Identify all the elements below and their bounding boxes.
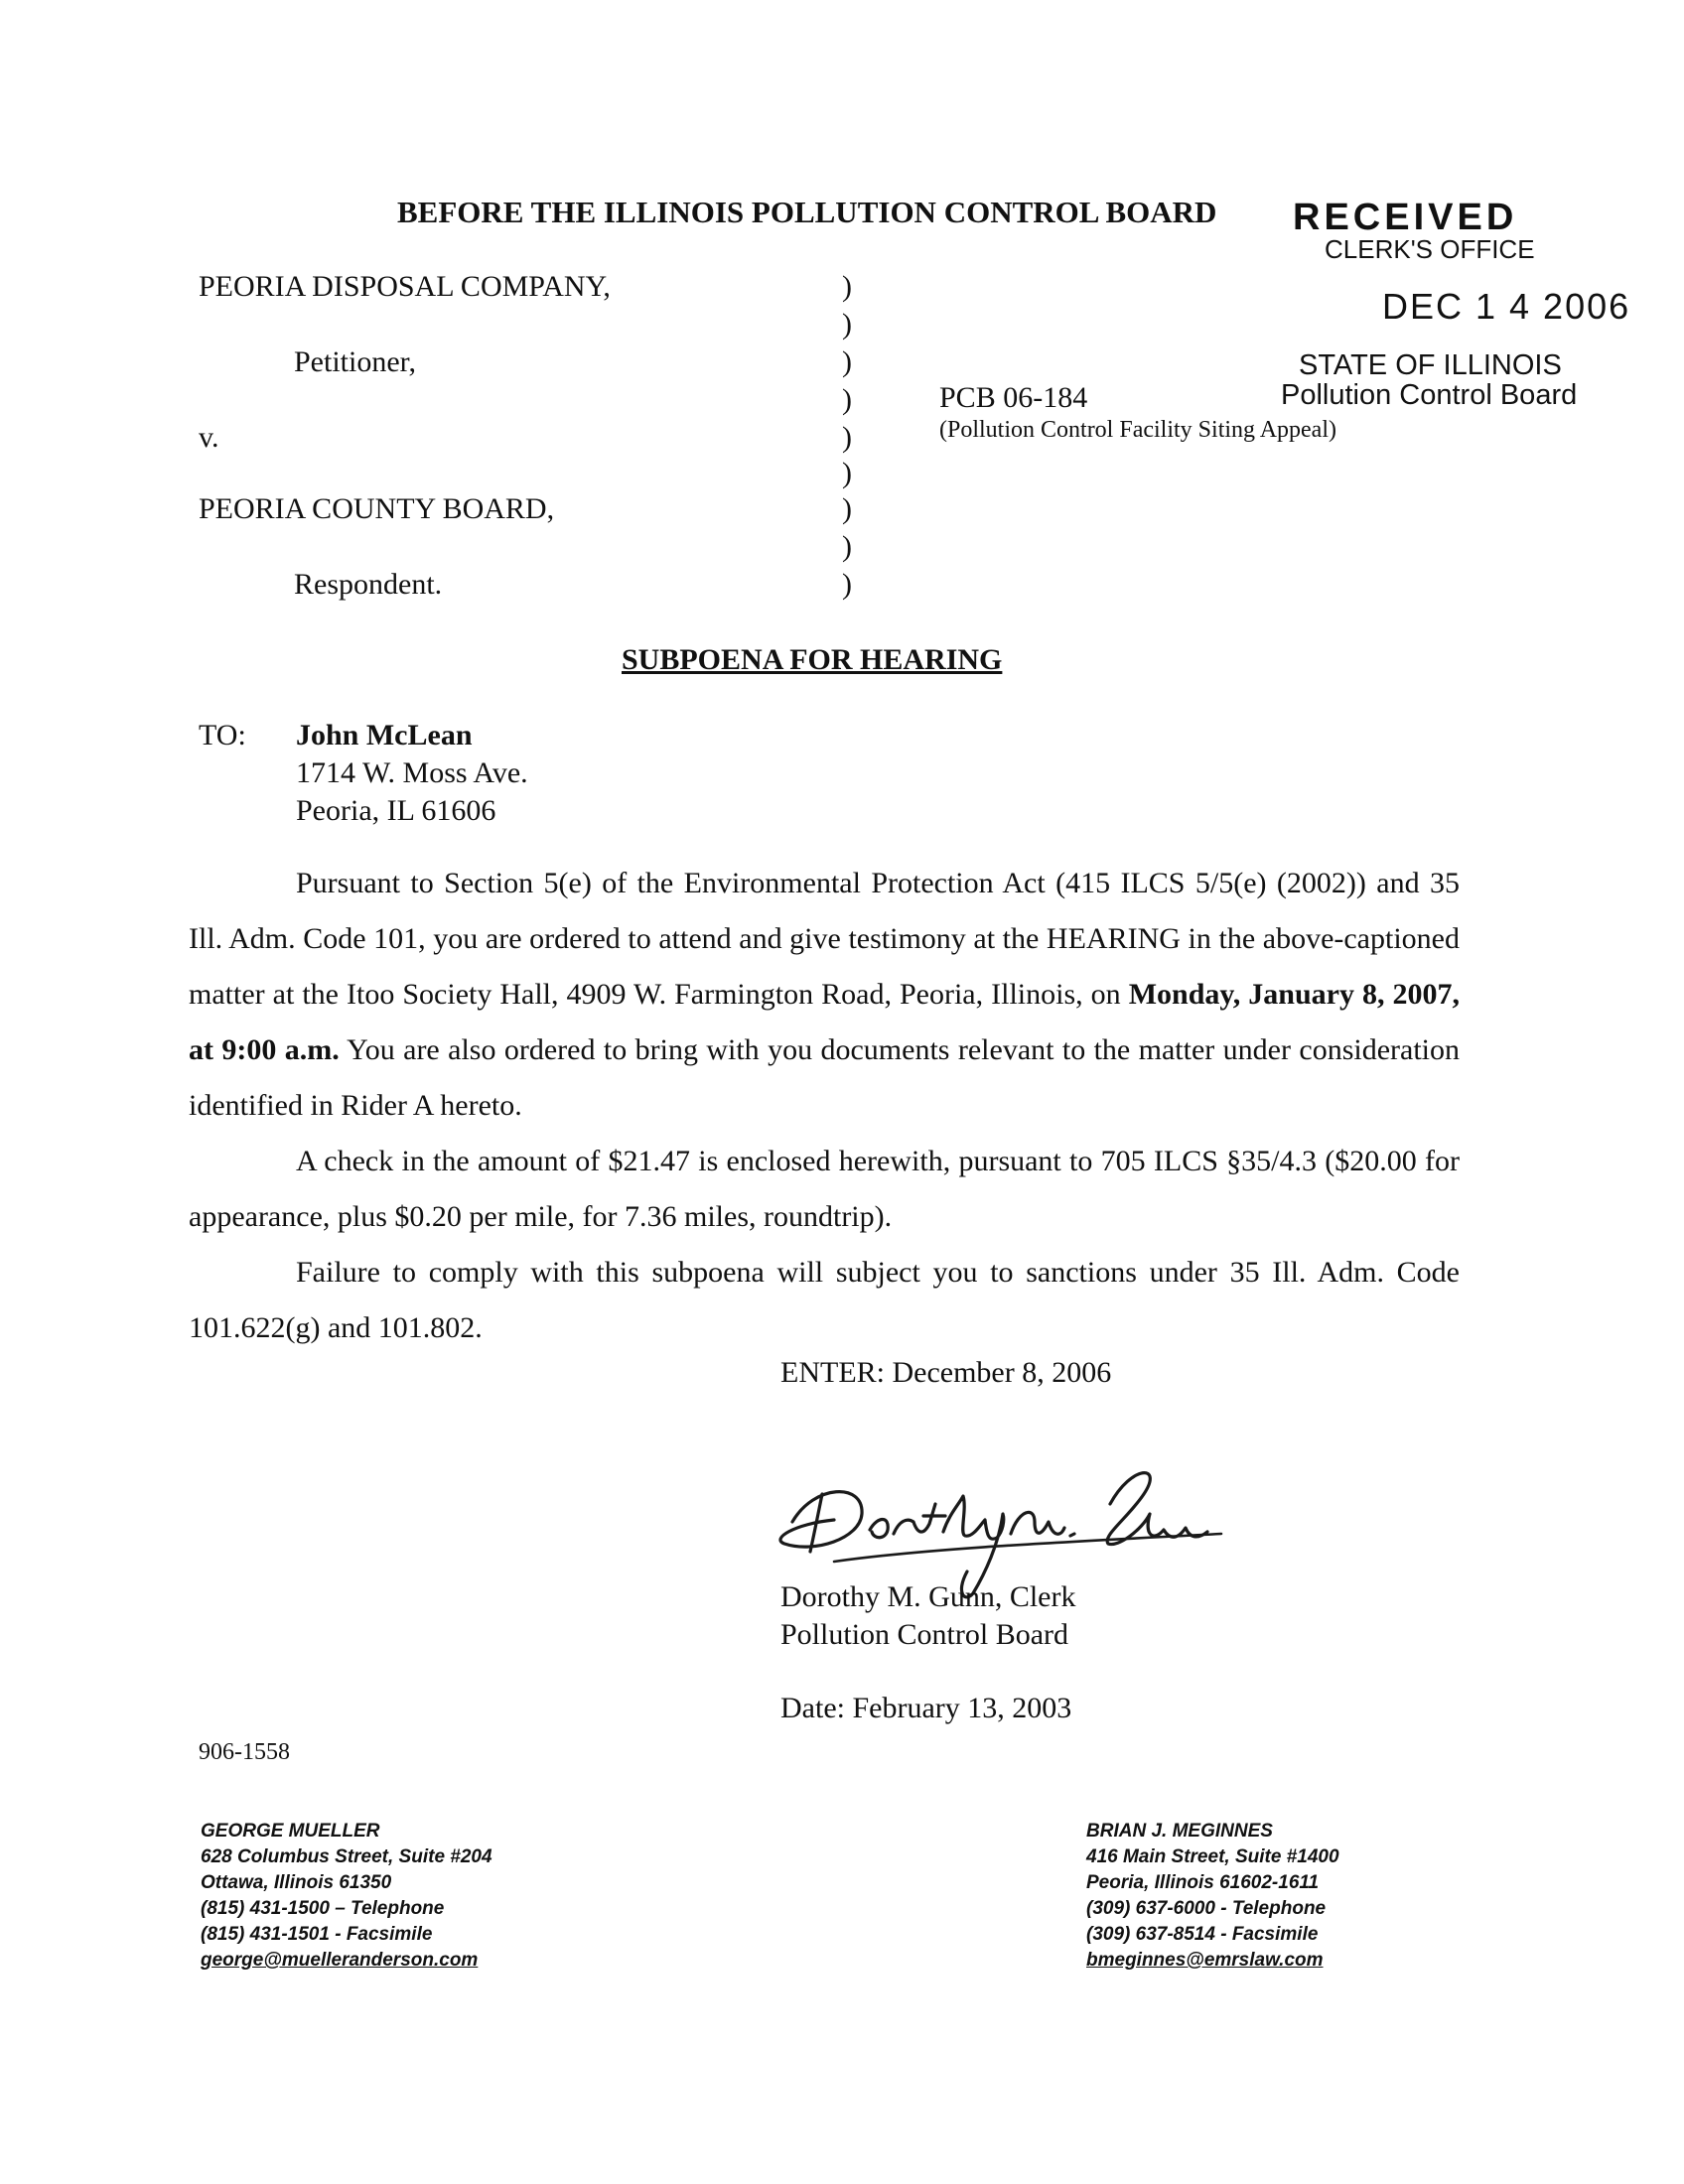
respondent-name: PEORIA COUNTY BOARD, <box>199 492 555 525</box>
stamp-office-text: CLERK'S OFFICE <box>1325 234 1535 264</box>
to-label: TO: <box>199 719 246 751</box>
document-header-title: BEFORE THE ILLINOIS POLLUTION CONTROL BOARD <box>397 195 1217 229</box>
stamp-board-text: Pollution Control Board <box>1281 379 1578 411</box>
check-paragraph: A check in the amount of $21.47 is enclosed herewith, pursuant to 705 ILCS §35/4.3 ($20.00 for appearance, plus $0.20 per mile, for 7.36 miles, roundtrip). <box>189 1145 1460 1233</box>
caption-paren: ) <box>842 530 852 563</box>
signer-name: Dorothy M. Gunn, Clerk <box>780 1580 1076 1613</box>
order-text-end: You are also ordered to bring with you documents relevant to the matter under consideration identified in Rider A hereto. <box>189 1033 1460 1122</box>
hearing-datetime: Monday, January 8, 2007, at 9:00 a.m. <box>189 978 1460 1066</box>
recipient-city: Peoria, IL 61606 <box>296 794 496 827</box>
contact-left-fax: (815) 431-1501 - Facsimile <box>201 1924 433 1945</box>
case-number: PCB 06-184 <box>939 381 1088 414</box>
contact-left-address1: 628 Columbus Street, Suite #204 <box>201 1846 492 1867</box>
caption-paren: ) <box>842 308 852 341</box>
contact-left-phone: (815) 431-1500 – Telephone <box>201 1898 445 1919</box>
caption-paren: ) <box>842 345 852 378</box>
enter-date: ENTER: December 8, 2006 <box>780 1356 1112 1389</box>
subpoena-heading: SUBPOENA FOR HEARING <box>622 643 1003 676</box>
caption-paren: ) <box>842 270 852 303</box>
petitioner-name: PEORIA DISPOSAL COMPANY, <box>199 270 611 303</box>
file-number: 906-1558 <box>199 1739 290 1765</box>
recipient-name: John McLean <box>296 719 473 751</box>
order-text-start: Pursuant to Section 5(e) of the Environmental Protection Act (415 ILCS 5/5(e) (2002)) and 35 Ill. Adm. Code 101, you are ordered to attend and give testimony at the HEARING in the above-captioned matter at the Itoo Society Hall, 4909 W. Farmington Road, Peoria, Illinois, on <box>189 867 1460 1011</box>
contact-left-email[interactable]: george@muelleranderson.com <box>201 1950 479 1971</box>
document-date: Date: February 13, 2003 <box>780 1692 1072 1724</box>
signer-title: Pollution Control Board <box>780 1618 1069 1651</box>
caption-paren: ) <box>842 457 852 489</box>
contact-left-name: GEORGE MUELLER <box>201 1821 380 1842</box>
contact-right-phone: (309) 637-6000 - Telephone <box>1086 1898 1327 1919</box>
stamp-received-text: RECEIVED <box>1293 197 1518 238</box>
contact-left <box>201 1819 492 1974</box>
caption-paren: ) <box>842 568 852 601</box>
caption-paren: ) <box>842 492 852 525</box>
stamp-state-text: STATE OF ILLINOIS <box>1299 349 1562 381</box>
respondent-role: Respondent. <box>294 568 443 601</box>
recipient-street: 1714 W. Moss Ave. <box>296 756 528 789</box>
contact-right-address1: 416 Main Street, Suite #1400 <box>1086 1846 1339 1867</box>
caption-paren: ) <box>842 421 852 454</box>
sanctions-paragraph: Failure to comply with this subpoena will subject you to sanctions under 35 Ill. Adm. Code 101.622(g) and 101.802. <box>189 1256 1460 1344</box>
caption-paren: ) <box>842 383 852 416</box>
versus-label: v. <box>199 421 219 454</box>
order-paragraph <box>189 856 1460 1134</box>
contact-right <box>1086 1819 1339 1974</box>
contact-right-email[interactable]: bmeginnes@emrslaw.com <box>1086 1950 1324 1971</box>
contact-right-fax: (309) 637-8514 - Facsimile <box>1086 1924 1319 1945</box>
contact-right-name: BRIAN J. MEGINNES <box>1086 1821 1273 1842</box>
contact-left-address2: Ottawa, Illinois 61350 <box>201 1872 392 1893</box>
stamp-date-text: DEC 1 4 2006 <box>1382 286 1631 327</box>
case-type: (Pollution Control Facility Siting Appeal) <box>939 417 1336 443</box>
clerk-signature <box>774 1444 1231 1603</box>
contact-right-address2: Peoria, Illinois 61602-1611 <box>1086 1872 1320 1893</box>
petitioner-role: Petitioner, <box>294 345 416 378</box>
